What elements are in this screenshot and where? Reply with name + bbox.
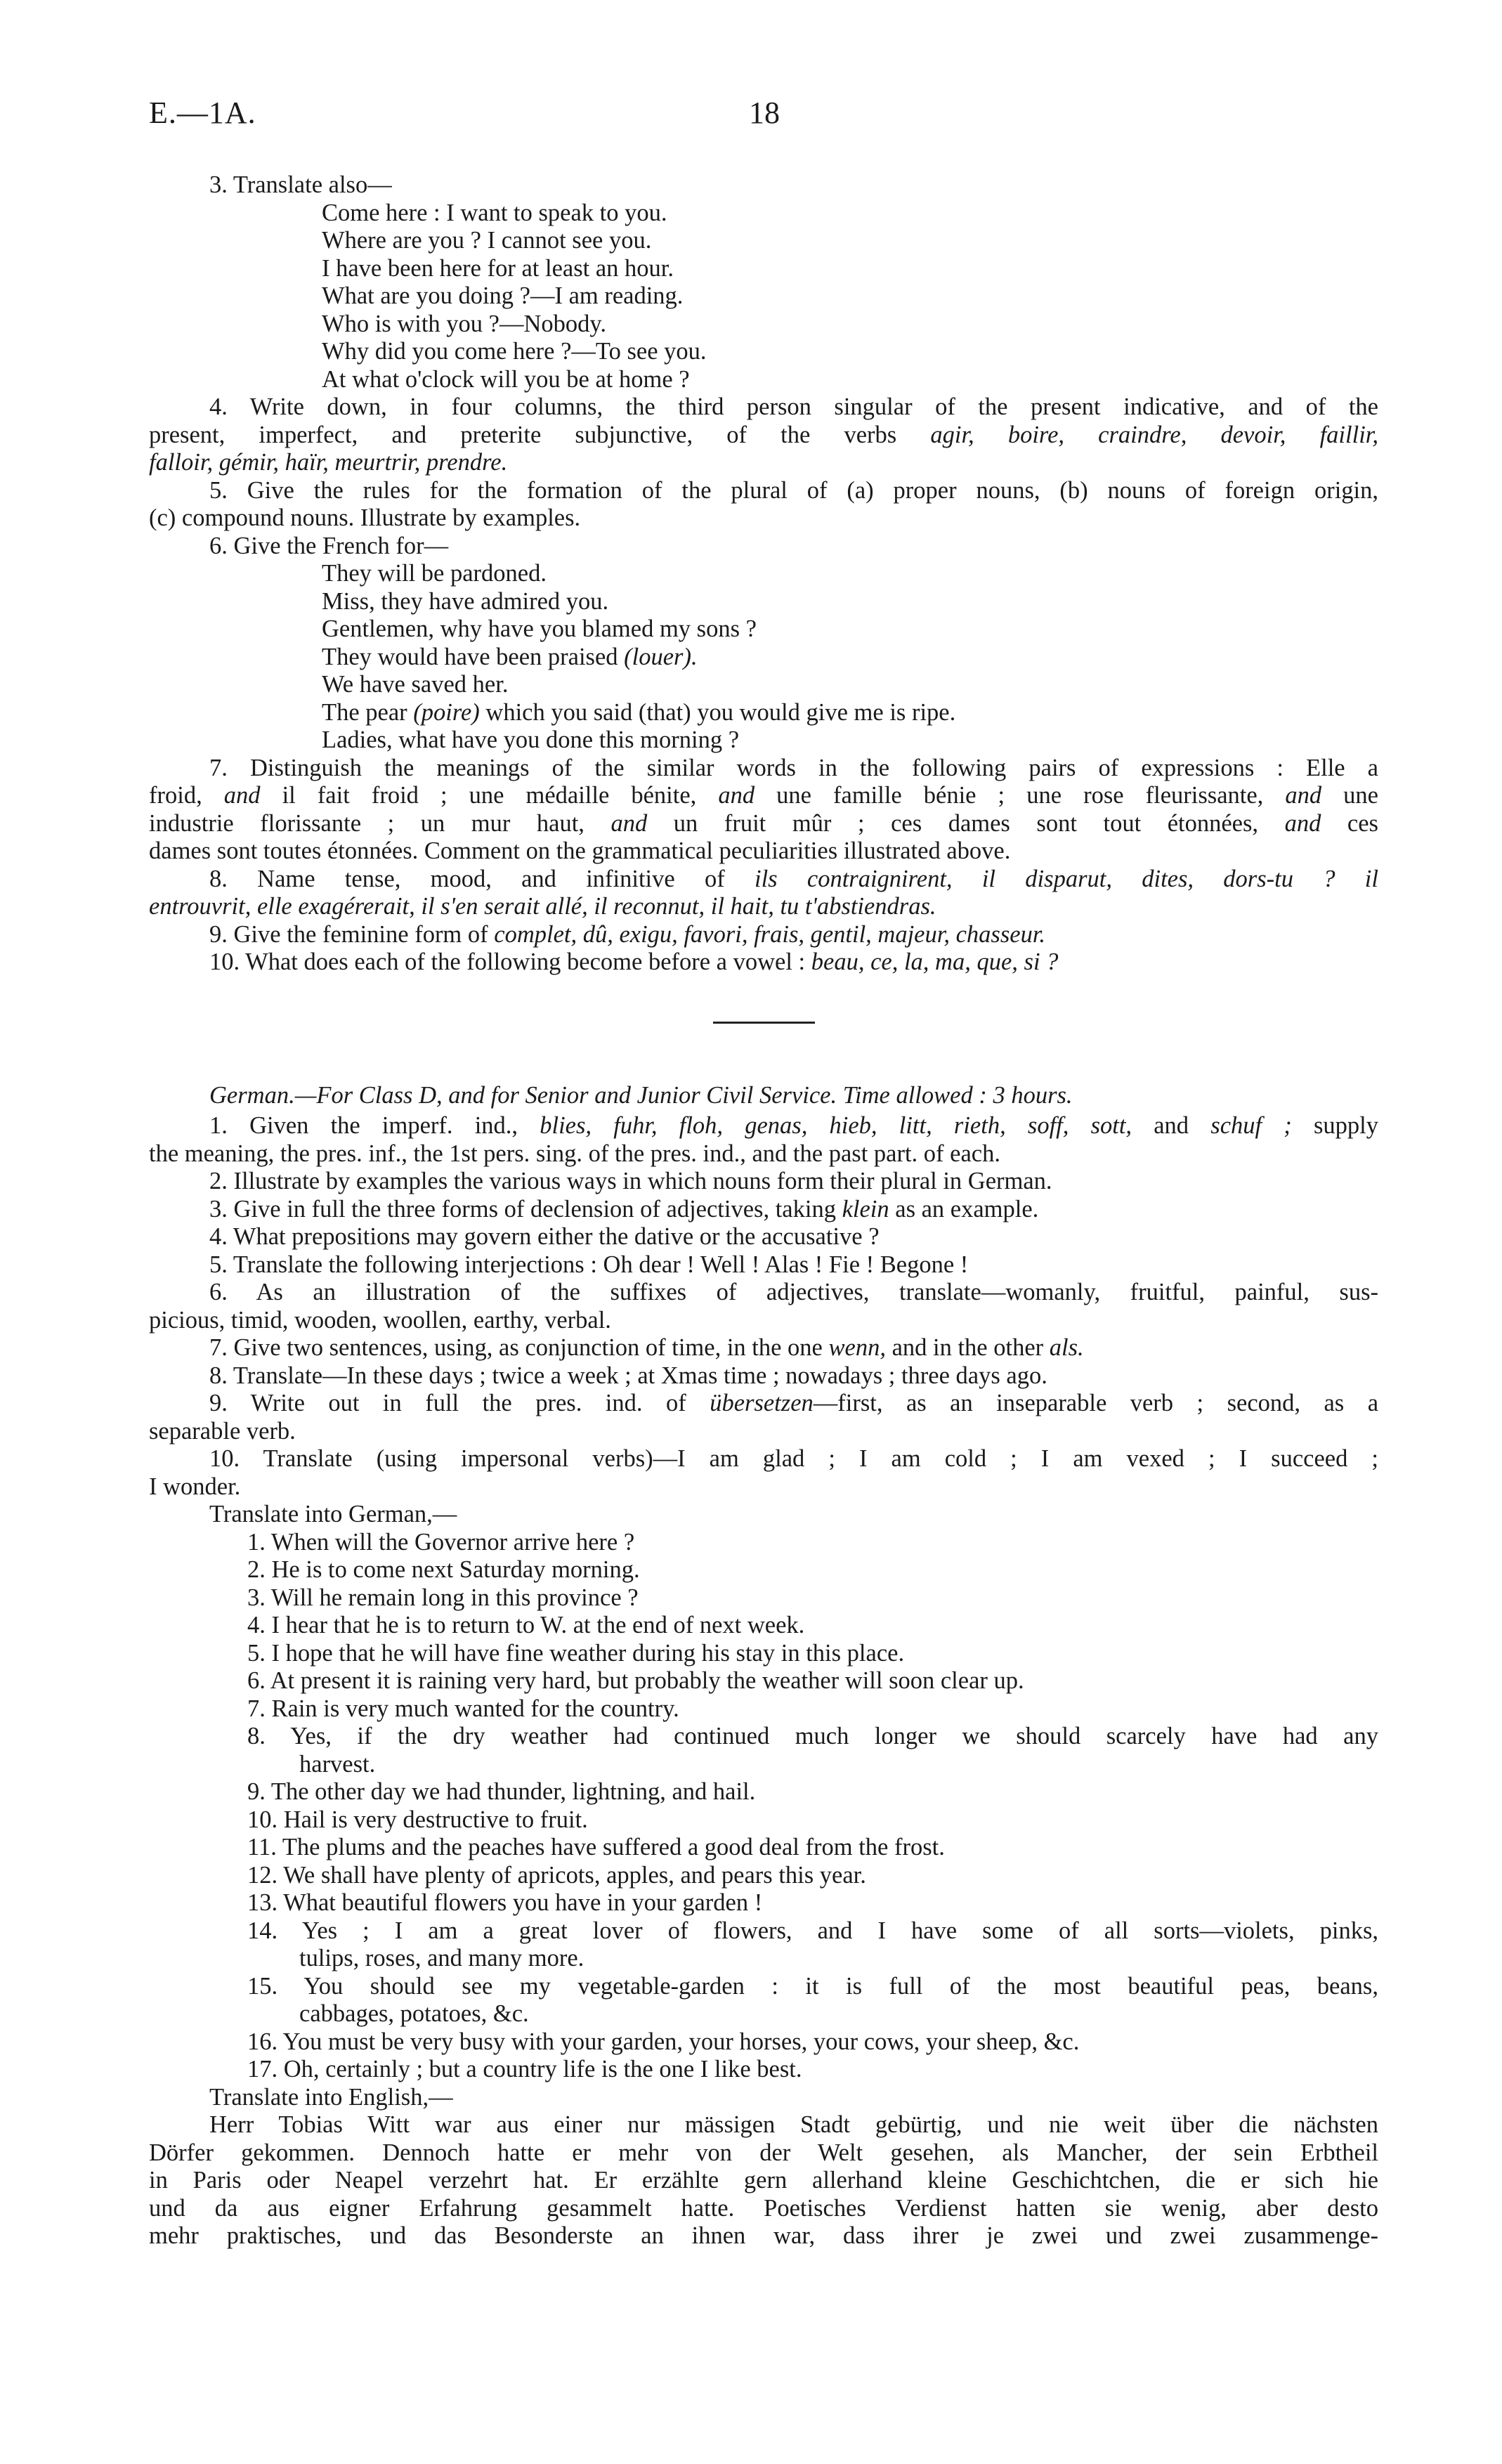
german-question-3: 3. Give in full the three forms of declension of adjectives, taking klein as an example. <box>209 1195 1039 1223</box>
sentence-item: 5. I hope that he will have fine weather during his stay in this place. <box>247 1639 905 1667</box>
q3-item: Come here : I want to speak to you. <box>322 199 667 226</box>
german-question-10-line: I wonder. <box>149 1473 241 1500</box>
german-question-5: 5. Translate the following interjections : Oh dear ! Well ! Alas ! Fie ! Begone ! <box>209 1251 969 1278</box>
page-number: 18 <box>749 96 780 130</box>
sentence-item: 17. Oh, certainly ; but a country life is the one I like best. <box>247 2056 802 2082</box>
question-4-line: falloir, gémir, haïr, meurtrir, prendre. <box>149 449 508 476</box>
sentence-item: 6. At present it is raining very hard, but probably the weather will soon clear up. <box>247 1667 1024 1694</box>
sentence-item: 15. You should see my vegetable-garden : it is full of the most beautiful peas, beans, <box>247 1972 1378 2000</box>
german-question-7: 7. Give two sentences, using, as conjunction of time, in the one wenn, and in the other als. <box>209 1334 1084 1361</box>
q3-item: Who is with you ?—Nobody. <box>322 310 607 337</box>
german-question-9-line: separable verb. <box>149 1417 296 1445</box>
sentence-item: 11. The plums and the peaches have suffered a good deal from the frost. <box>247 1834 945 1860</box>
german-question-9: 9. Write out in full the pres. ind. of übersetzen—first, as an inseparable verb ; second, as a <box>209 1390 1379 1416</box>
sentence-item: 14. Yes ; I am a great lover of flowers, and I have some of all sorts—violets, pinks, <box>247 1917 1378 1944</box>
german-question-1: 1. Given the imperf. ind., blies, fuhr, floh, genas, hieb, litt, rieth, soff, sott, and schuf ; supply <box>209 1112 1378 1139</box>
german-question-8: 8. Translate—In these days ; twice a week ; at Xmas time ; nowadays ; three days ago. <box>209 1362 1047 1389</box>
page-content <box>149 171 1378 2250</box>
sentence-item: 7. Rain is very much wanted for the country. <box>247 1695 679 1722</box>
question-5: 5. Give the rules for the formation of the plural of (a) proper nouns, (b) nouns of foreign origin, <box>209 476 1378 504</box>
q6-item: Ladies, what have you done this morning ? <box>322 726 740 753</box>
question-8-line: entrouvrit, elle exagérerait, il s'en serait allé, il reconnut, il hait, tu t'abstiendras. <box>149 893 936 920</box>
question-7-line: industrie florissante ; un mur haut, and un fruit mûr ; ces dames sont tout étonnées, and ces <box>149 809 1378 837</box>
sentence-item-continuation: cabbages, potatoes, &c. <box>299 2000 529 2027</box>
sentence-item: 4. I hear that he is to return to W. at the end of next week. <box>247 1612 805 1638</box>
sentence-item: 3. Will he remain long in this province ? <box>247 1584 639 1611</box>
sentence-item-continuation: tulips, roses, and many more. <box>299 1945 585 1971</box>
question-10: 10. What does each of the following become before a vowel : beau, ce, la, ma, que, si ? <box>209 949 1059 975</box>
sentence-item: 9. The other day we had thunder, lightning, and hail. <box>247 1778 756 1805</box>
question-7-line: dames sont toutes étonnées. Comment on the grammatical peculiarities illustrated above. <box>149 837 1011 864</box>
question-7: 7. Distinguish the meanings of the similar words in the following pairs of expressions : Elle a <box>209 754 1378 781</box>
q6-item: They will be pardoned. <box>322 560 547 587</box>
german-question-4: 4. What prepositions may govern either the dative or the accusative ? <box>209 1223 880 1250</box>
sentence-item: 10. Hail is very destructive to fruit. <box>247 1806 588 1833</box>
document-reference: E.—1A. <box>149 96 256 130</box>
q6-item: Miss, they have admired you. <box>322 587 609 615</box>
passage-line: mehr praktisches, und das Besonderste an ihnen war, dass ihrer je zwei und zwei zusammenge- <box>149 2222 1378 2249</box>
german-question-6: 6. As an illustration of the suffixes of adjectives, translate—womanly, fruitful, painful, sus- <box>209 1279 1378 1305</box>
german-question-10: 10. Translate (using impersonal verbs)—I am glad ; I am cold ; I am vexed ; I succeed ; <box>209 1445 1378 1472</box>
question-6: 6. Give the French for— <box>209 532 449 559</box>
question-5-line: (c) compound nouns. Illustrate by examples. <box>149 504 581 531</box>
sentence-item: 12. We shall have plenty of apricots, apples, and pears this year. <box>247 1861 866 1889</box>
german-question-1-line: the meaning, the pres. inf., the 1st pers. sing. of the pres. ind., and the past part. of each. <box>149 1140 1000 1167</box>
q3-item: Why did you come here ?—To see you. <box>322 338 707 365</box>
german-section-heading: German.—For Class D, and for Senior and Junior Civil Service. Time allowed : 3 hours. <box>209 1081 1073 1109</box>
q6-item: Gentlemen, why have you blamed my sons ? <box>322 615 757 642</box>
q3-item: What are you doing ?—I am reading. <box>322 282 684 309</box>
q3-item: I have been here for at least an hour. <box>322 254 674 282</box>
q6-item: They would have been praised (louer). <box>322 643 698 670</box>
german-question-6-line: picious, timid, wooden, woollen, earthy, verbal. <box>149 1306 611 1334</box>
sentence-item: 16. You must be very busy with your garden, your horses, your cows, your sheep, &c. <box>247 2028 1080 2055</box>
sentence-item: 13. What beautiful flowers you have in your garden ! <box>247 1889 763 1916</box>
sentence-item: 2. He is to come next Saturday morning. <box>247 1556 640 1583</box>
sentence-item: 8. Yes, if the dry weather had continued much longer we should scarcely have had any <box>247 1723 1378 1749</box>
question-7-line: froid, and il fait froid ; une médaille bénite, and une famille bénie ; une rose fleurissante, and une <box>149 782 1378 809</box>
translate-into-english-heading: Translate into English,— <box>209 2083 453 2111</box>
question-3: 3. Translate also— <box>209 171 392 198</box>
question-4: 4. Write down, in four columns, the third person singular of the present indicative, and of the <box>209 393 1378 420</box>
german-question-2: 2. Illustrate by examples the various ways in which nouns form their plural in German. <box>209 1168 1052 1194</box>
q6-item: The pear (poire) which you said (that) you would give me is ripe. <box>322 698 956 726</box>
question-8: 8. Name tense, mood, and infinitive of ils contraignirent, il disparut, dites, dors-tu ? il <box>209 865 1378 892</box>
translate-into-german-heading: Translate into German,— <box>209 1501 457 1527</box>
sentence-item: 1. When will the Governor arrive here ? <box>247 1528 635 1556</box>
q3-item: Where are you ? I cannot see you. <box>322 227 652 254</box>
question-9: 9. Give the feminine form of complet, dû, exigu, favori, frais, gentil, majeur, chasseur. <box>209 920 1046 948</box>
passage-line: Dörfer gekommen. Dennoch hatte er mehr von der Welt gesehen, als Mancher, der sein Erbtheil <box>149 2139 1378 2166</box>
sentence-item-continuation: harvest. <box>299 1750 376 1778</box>
passage-line: und da aus eigner Erfahrung gesammelt hatte. Poetisches Verdienst hatten sie wenig, aber desto <box>149 2194 1378 2222</box>
q3-item: At what o'clock will you be at home ? <box>322 365 690 393</box>
question-4-line: present, imperfect, and preterite subjunctive, of the verbs agir, boire, craindre, devoir, faillir, <box>149 421 1379 448</box>
section-divider <box>713 1022 815 1024</box>
q6-item: We have saved her. <box>322 671 509 698</box>
passage-line: Herr Tobias Witt war aus einer nur mässigen Stadt gebürtig, und nie weit über die nächsten <box>209 2111 1378 2138</box>
passage-line: in Paris oder Neapel verzehrt hat. Er erzählte gern allerhand kleine Geschichtchen, die er sich hie <box>149 2167 1378 2194</box>
